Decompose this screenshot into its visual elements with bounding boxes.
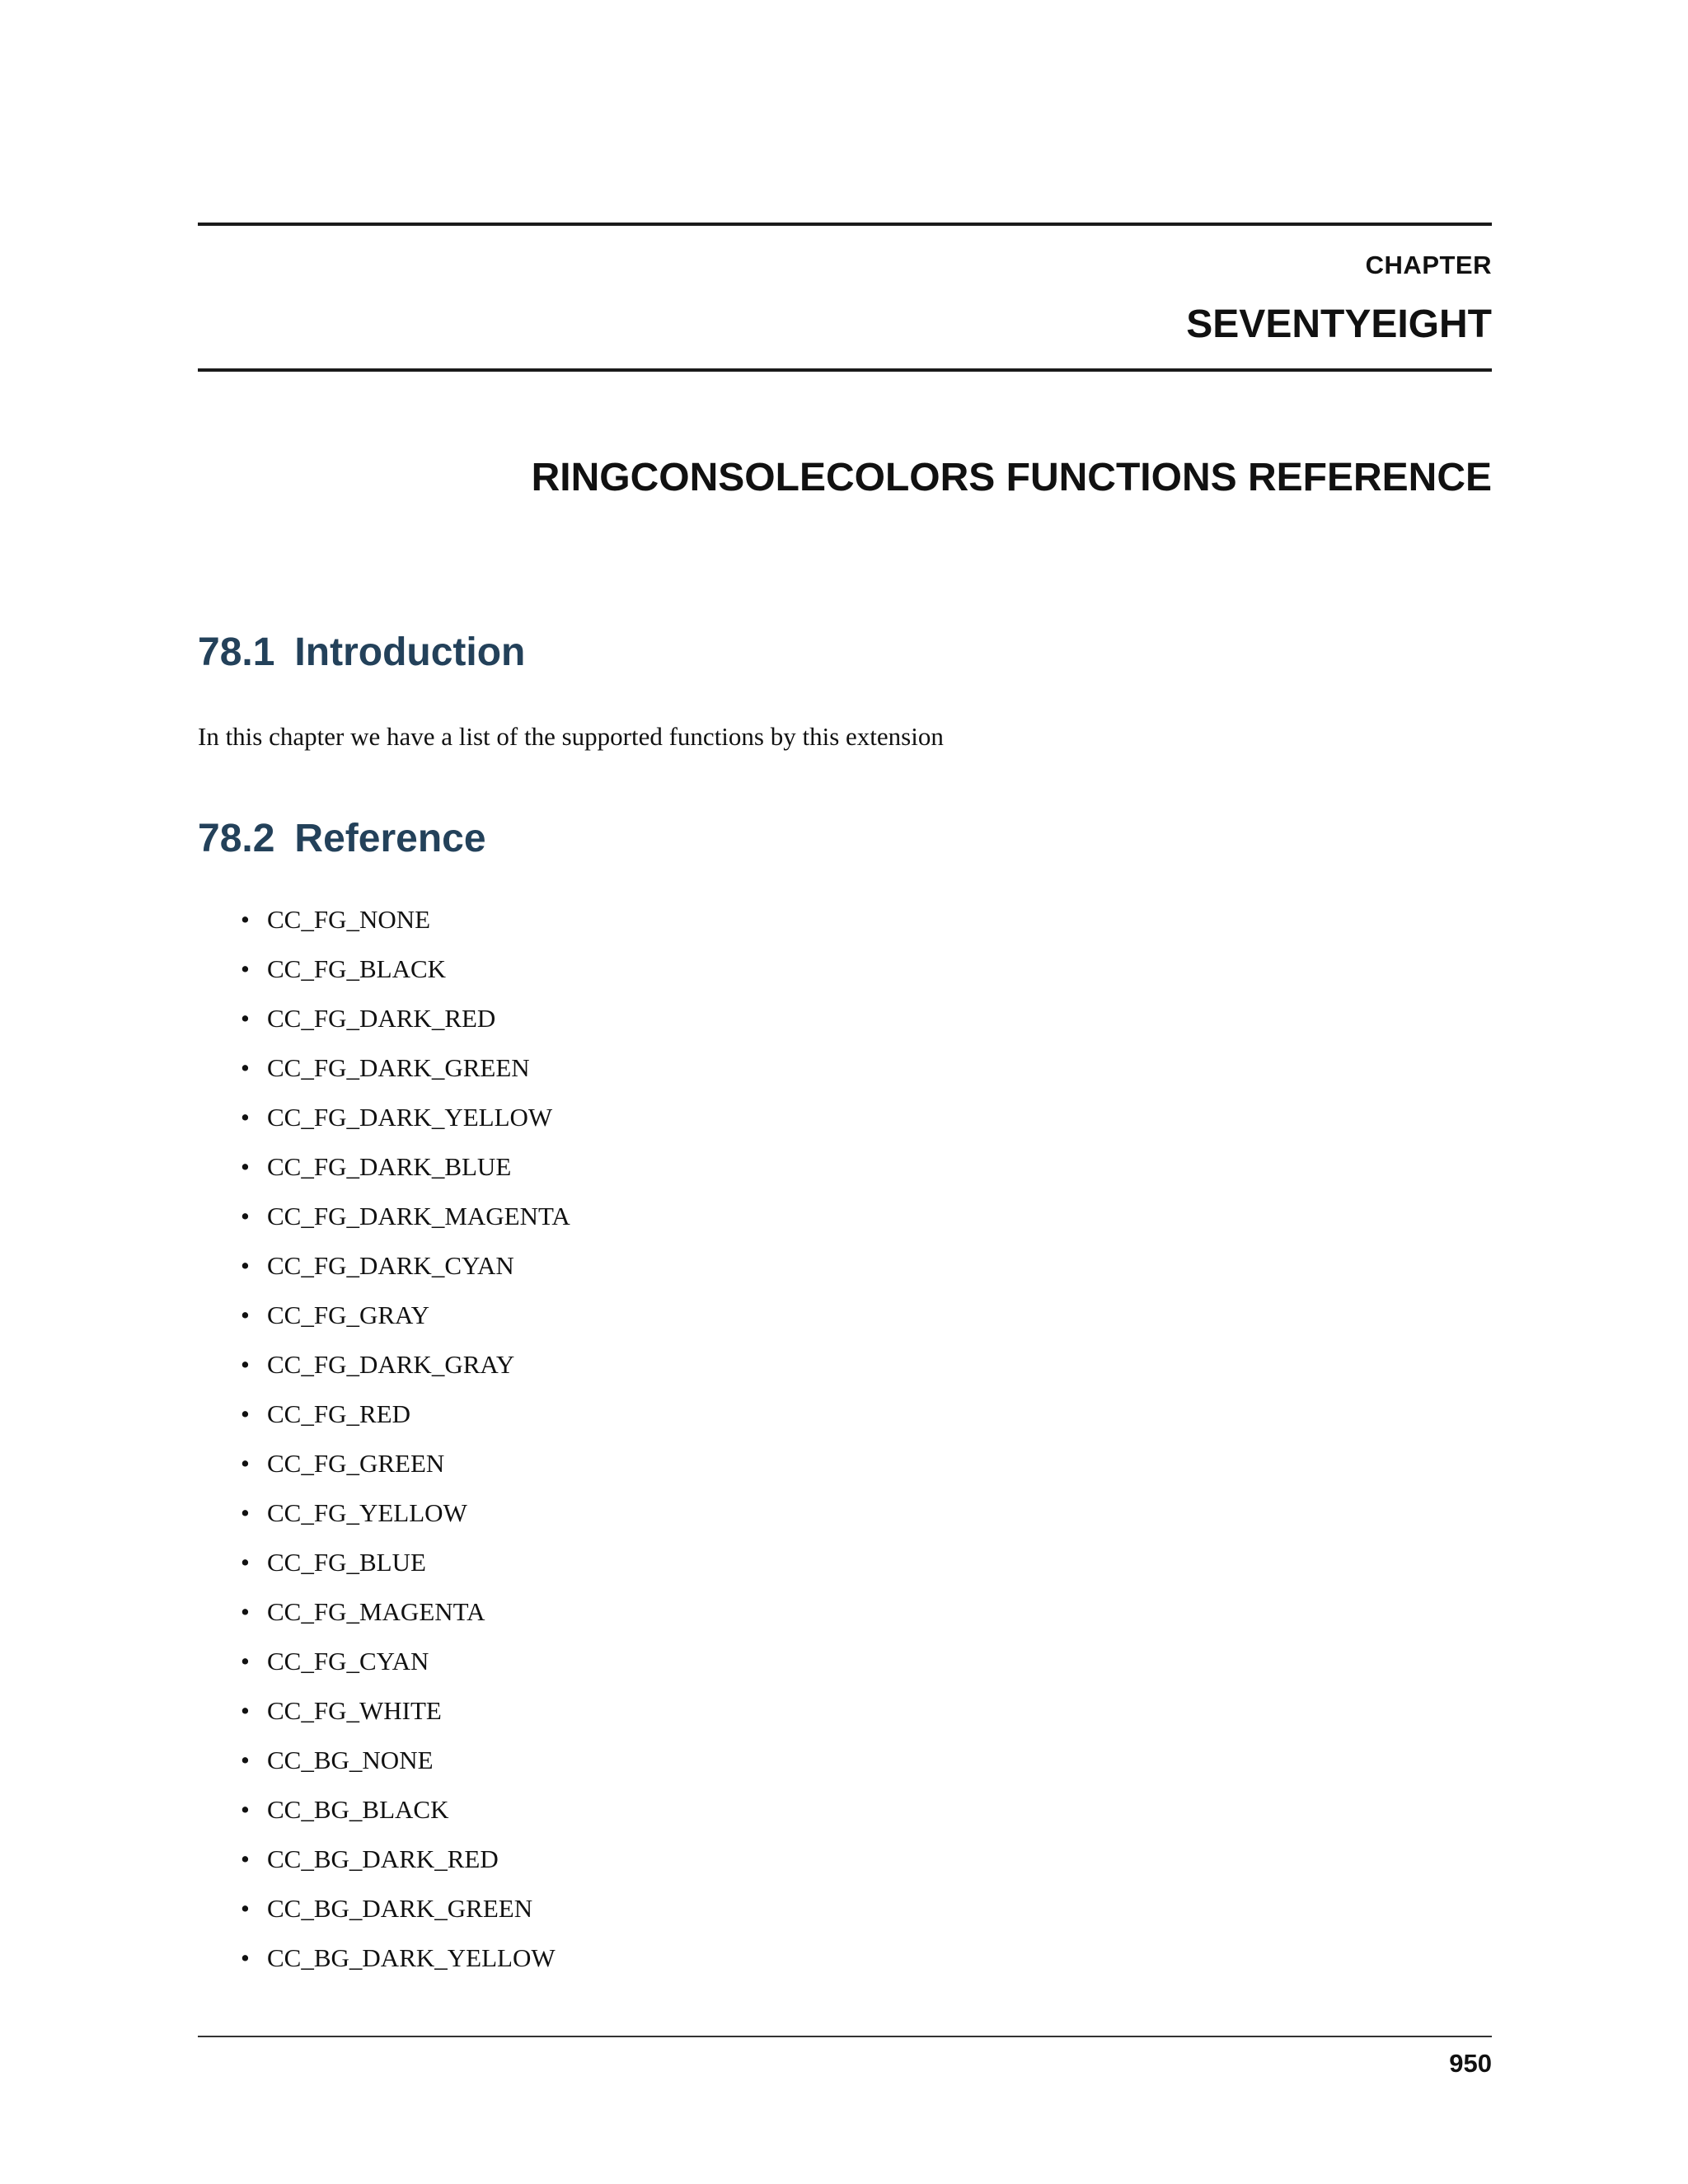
bullet-icon: • — [241, 1004, 250, 1033]
bullet-icon: • — [241, 1399, 250, 1428]
list-item — [198, 1052, 570, 1101]
bullet-icon: • — [241, 1548, 250, 1577]
list-item — [198, 953, 570, 1002]
list-item — [198, 1447, 570, 1497]
list-item — [198, 1497, 570, 1546]
list-item — [198, 1299, 570, 1348]
chapter-bottom-rule — [198, 368, 1492, 372]
list-item — [198, 1101, 570, 1151]
list-item-label: CC_FG_CYAN — [267, 1647, 429, 1675]
footer-rule — [198, 2036, 1492, 2037]
list-item-label: CC_FG_DARK_GRAY — [267, 1350, 515, 1379]
list-item-label: CC_FG_WHITE — [267, 1696, 442, 1725]
bullet-icon: • — [241, 1202, 250, 1230]
chapter-label: CHAPTER — [1365, 251, 1492, 279]
bullet-icon: • — [241, 1350, 250, 1379]
bullet-icon: • — [241, 1251, 250, 1280]
list-item — [198, 1843, 570, 1892]
list-item-label: CC_FG_MAGENTA — [267, 1597, 485, 1626]
list-item-label: CC_BG_BLACK — [267, 1795, 449, 1824]
list-item-label: CC_FG_NONE — [267, 905, 431, 934]
reference-list — [198, 903, 570, 1991]
chapter-number: SEVENTYEIGHT — [1186, 302, 1492, 346]
list-item-label: CC_BG_DARK_GREEN — [267, 1894, 533, 1923]
list-item-label: CC_BG_DARK_RED — [267, 1844, 499, 1873]
list-item — [198, 1645, 570, 1694]
list-item-label: CC_FG_BLACK — [267, 954, 447, 983]
bullet-icon: • — [241, 1844, 250, 1873]
list-item-label: CC_FG_BLUE — [267, 1548, 426, 1577]
section-heading-introduction — [198, 630, 525, 675]
list-item-label: CC_FG_RED — [267, 1399, 410, 1428]
section-heading-reference — [198, 816, 486, 861]
list-item — [198, 1151, 570, 1200]
chapter-top-rule — [198, 223, 1492, 226]
list-item — [198, 1200, 570, 1249]
bullet-icon: • — [241, 1301, 250, 1329]
list-item-label: CC_FG_GRAY — [267, 1301, 429, 1329]
list-item — [198, 1398, 570, 1447]
bullet-icon: • — [241, 954, 250, 983]
list-item-label: CC_FG_YELLOW — [267, 1498, 467, 1527]
bullet-icon: • — [241, 1696, 250, 1725]
chapter-title: RINGCONSOLECOLORS FUNCTIONS REFERENCE — [531, 456, 1492, 499]
list-item-label: CC_BG_NONE — [267, 1746, 434, 1774]
bullet-icon: • — [241, 1597, 250, 1626]
bullet-icon: • — [241, 1053, 250, 1082]
list-item — [198, 1348, 570, 1398]
list-item — [198, 1942, 570, 1991]
list-item-label: CC_FG_GREEN — [267, 1449, 445, 1478]
page-number: 950 — [1449, 2049, 1492, 2078]
intro-paragraph: In this chapter we have a list of the supported functions by this extension — [198, 722, 944, 751]
bullet-icon: • — [241, 1449, 250, 1478]
section-title: Introduction — [294, 630, 526, 674]
bullet-icon: • — [241, 905, 250, 934]
bullet-icon: • — [241, 1498, 250, 1527]
list-item — [198, 1546, 570, 1596]
section-title: Reference — [294, 817, 486, 860]
bullet-icon: • — [241, 1795, 250, 1824]
section-number: 78.1 — [198, 630, 275, 674]
list-item — [198, 1694, 570, 1744]
list-item-label: CC_FG_DARK_CYAN — [267, 1251, 514, 1280]
list-item-label: CC_FG_DARK_RED — [267, 1004, 496, 1033]
list-item — [198, 1793, 570, 1843]
list-item-label: CC_BG_DARK_YELLOW — [267, 1943, 556, 1972]
bullet-icon: • — [241, 1152, 250, 1181]
bullet-icon: • — [241, 1943, 250, 1972]
list-item — [198, 903, 570, 953]
bullet-icon: • — [241, 1894, 250, 1923]
bullet-icon: • — [241, 1746, 250, 1774]
bullet-icon: • — [241, 1103, 250, 1132]
list-item — [198, 1892, 570, 1942]
list-item-label: CC_FG_DARK_MAGENTA — [267, 1202, 570, 1230]
list-item — [198, 1002, 570, 1052]
list-item — [198, 1744, 570, 1793]
list-item — [198, 1249, 570, 1299]
list-item — [198, 1596, 570, 1645]
list-item-label: CC_FG_DARK_GREEN — [267, 1053, 530, 1082]
section-number: 78.2 — [198, 817, 275, 860]
list-item-label: CC_FG_DARK_BLUE — [267, 1152, 512, 1181]
bullet-icon: • — [241, 1647, 250, 1675]
list-item-label: CC_FG_DARK_YELLOW — [267, 1103, 553, 1132]
